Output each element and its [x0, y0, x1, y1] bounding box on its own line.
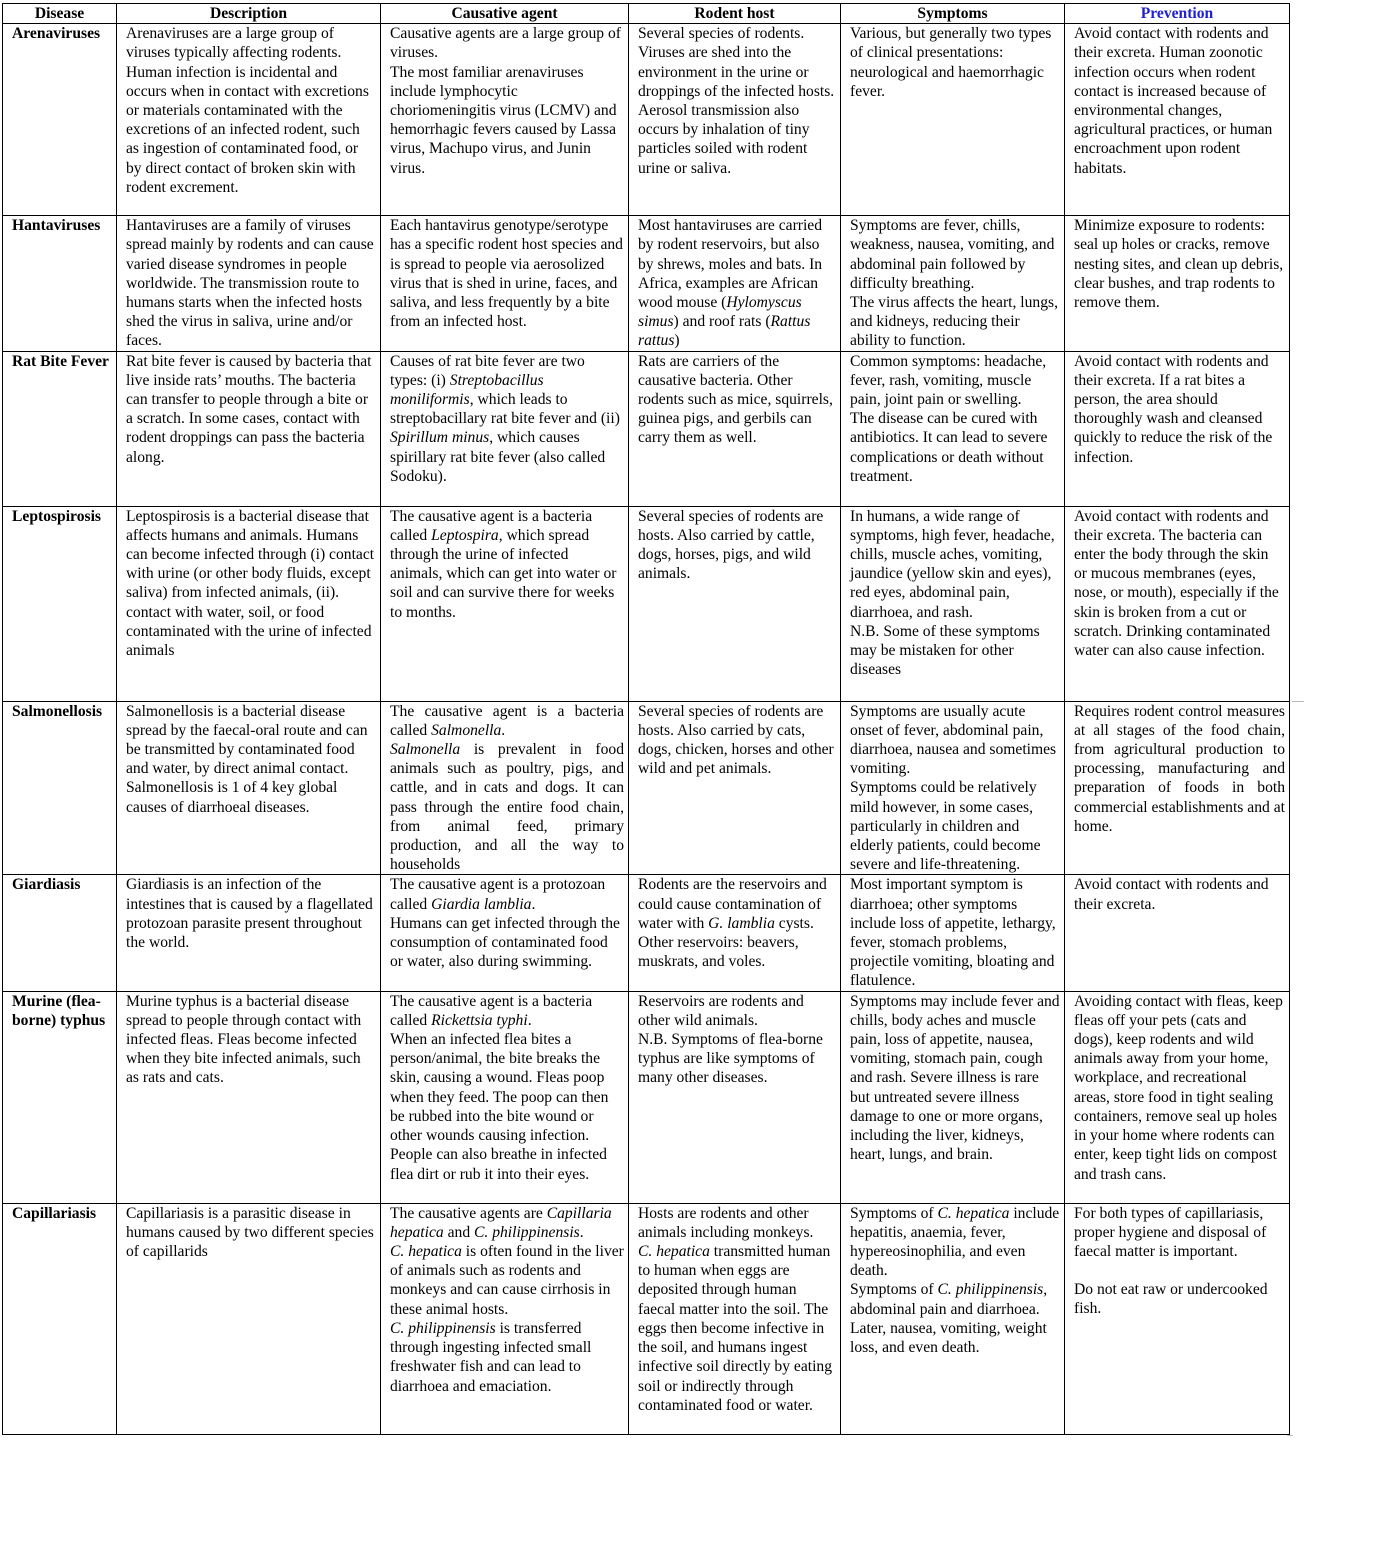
species-name: Hylomyscus simus — [638, 294, 802, 331]
host-cell: Several species of rodents are hosts. Also carried by cattle, dogs, horses, pigs, and wild animals. — [629, 506, 841, 701]
disease-name: Arenaviruses — [3, 24, 117, 216]
header-row — [3, 4, 1290, 24]
prevention-cell: Avoid contact with rodents and their excreta. — [1065, 875, 1290, 991]
host-text: Reservoirs are rodents and other wild animals. — [638, 992, 804, 1029]
agent-text: , which spread through the urine of infected animals, which can get into water or soil and can survive there for weeks to months. — [390, 526, 617, 621]
symptoms-cell — [841, 506, 1065, 701]
species-name: Giardia lamblia — [431, 895, 532, 913]
host-cell — [629, 216, 841, 351]
header-prevention: Prevention — [1065, 4, 1290, 24]
agent-cell: Each hantavirus genotype/serotype has a specific rodent host species and is spread to people via aerosolized virus that is shed in urine, faces, and saliva, and less frequently by a bite from an infected host. — [381, 216, 629, 351]
description-cell: Hantaviruses are a family of viruses spread mainly by rodents and can cause varied disease syndromes in people worldwide. The transmission route to humans starts when the infected hosts shed the virus in saliva, urine and/or faces. — [117, 216, 381, 351]
symptoms-text: In humans, a wide range of symptoms, high fever, headache, chills, muscle aches, vomiting, jaundice (yellow skin and eyes), red eyes, abdominal pain, diarrhoea, and rash. — [850, 507, 1055, 621]
symptoms-text: , abdominal pain and diarrhoea. Later, nausea, vomiting, weight loss, and even death. — [850, 1281, 1048, 1357]
agent-text: Causes of rat bite fever are two types: (i) — [390, 352, 585, 389]
host-text: transmitted human to human when eggs are deposited through human faecal matter into the soil. The eggs then become infective in the soil, and humans ingest infective soil directly by eating soil or indirectly through contaminated food or water. — [638, 1243, 832, 1414]
species-name: C. hepatica — [638, 1243, 710, 1261]
agent-text: The causative agents are — [390, 1204, 547, 1222]
agent-text: Causative agents are a large group of viruses. — [390, 25, 621, 62]
agent-text: . — [579, 1223, 584, 1241]
species-name: Streptobacillus moniliformis — [390, 371, 544, 409]
table-row — [3, 701, 1290, 875]
agent-text: , which causes spirillary rat bite fever (also called Sodoku). — [390, 429, 606, 485]
symptoms-text: Common symptoms: headache, fever, rash, vomiting, muscle pain, joint pain or swelling. — [850, 352, 1047, 409]
table-row — [3, 351, 1290, 506]
description-text: Salmonellosis is 1 of 4 key global causes of diarrhoeal diseases. — [126, 779, 338, 816]
agent-cell — [381, 24, 629, 216]
symptoms-text: The disease can be cured with antibiotics. It can lead to severe complications or death without treatment. — [850, 410, 1048, 485]
prevention-cell: Avoid contact with rodents and their excreta. If a rat bites a person, the area should thoroughly wash and cleansed quickly to reduce the risk of the infection. — [1065, 351, 1290, 506]
host-text: Rodents are the reservoirs and could cause contamination of water with — [638, 876, 827, 932]
agent-text: The causative agent is a bacteria called — [390, 702, 624, 739]
header-rodent-host: Rodent host — [629, 4, 841, 24]
symptoms-cell: Various, but generally two types of clinical presentations: neurological and haemorrhagic fever. — [841, 24, 1065, 216]
agent-text: The most familiar arenaviruses include lymphocytic choriomeningitis virus (LCMV) and hemorrhagic fevers caused by Lassa virus, Machupo virus, and Junin virus. — [390, 63, 617, 177]
host-text: ) and roof rats ( — [673, 313, 771, 331]
symptoms-text: Symptoms could be relatively mild however, in some cases, particularly in children and elderly patients, could become severe and life-threatening. — [850, 779, 1041, 874]
agent-text: When an infected flea bites a person/animal, the bite breaks the skin, causing a wound. Fleas poop when they feed. The poop can then be rubbed into the bite wound or other wounds causing infection. People can also breathe in infected flea dirt or rub it into their eyes. — [390, 1031, 609, 1183]
species-name: Salmonella — [431, 721, 502, 739]
species-name: Rickettsia typhi — [431, 1011, 528, 1029]
host-cell: Several species of rodents. Viruses are shed into the environment in the urine or droppings of the infected hosts. Aerosol transmission also occurs by inhalation of tiny particles soiled with rodent urine or saliva. — [629, 24, 841, 216]
table-resize-marker — [1292, 701, 1304, 702]
agent-text: and — [443, 1223, 475, 1241]
disease-name: Rat Bite Fever — [3, 351, 117, 506]
agent-text: is transferred through ingesting infected small freshwater fish and can lead to diarrhoea and emaciation. — [390, 1319, 592, 1395]
description-cell: Leptospirosis is a bacterial disease that affects humans and animals. Humans can become infected through (i) contact with urine (or other body fluids, except saliva) from infected animals, (ii). contact with water, soil, or food contaminated with the urine of infected animals — [117, 506, 381, 701]
agent-text: . — [531, 895, 536, 913]
symptoms-text: Symptoms of — [850, 1281, 938, 1299]
symptoms-text: Symptoms are fever, chills, weakness, nausea, vomiting, and abdominal pain followed by difficulty breathing. — [850, 217, 1055, 292]
symptoms-text: include hepatitis, anaemia, fever, hypereosinophilia, and even death. — [850, 1204, 1060, 1280]
species-name: Rattus rattus — [638, 313, 811, 350]
description-text: Salmonellosis is a bacterial disease spread by the faecal-oral route and can be transmitted by contaminated food and water, by direct animal contact. — [126, 702, 368, 778]
disease-name: Capillariasis — [3, 1203, 117, 1434]
disease-name: Murine (flea-borne) typhus — [3, 991, 117, 1203]
symptoms-cell — [841, 351, 1065, 506]
table-row — [3, 991, 1290, 1203]
species-name: Salmonella — [390, 741, 461, 759]
agent-cell — [381, 701, 629, 875]
host-cell — [629, 1203, 841, 1434]
symptoms-text: N.B. Some of these symptoms may be mistaken for other diseases — [850, 622, 1040, 679]
symptoms-text: Symptoms are usually acute onset of fever, abdominal pain, diarrhoea, nausea and sometimes vomiting. — [850, 702, 1057, 778]
agent-text: is often found in the liver of animals such as rodents and monkeys and can cause cirrhosis in these animal hosts. — [390, 1243, 624, 1318]
table-row — [3, 875, 1290, 991]
prevention-cell: Avoid contact with rodents and their excreta. The bacteria can enter the body through the skin or mucous membranes (eyes, nose, or mouth), especially if the skin is broken from a cut or scratch. Drinking contaminated water can also cause infection. — [1065, 506, 1290, 701]
description-cell: Rat bite fever is caused by bacteria that live inside rats’ mouths. The bacteria can transfer to people through a bite or a scratch. In some cases, contact with rodent droppings can pass the bacteria along. — [117, 351, 381, 506]
host-text: N.B. Symptoms of flea-borne typhus are like symptoms of many other diseases. — [638, 1031, 823, 1087]
host-text: Other reservoirs: beavers, muskrats, and voles. — [638, 934, 799, 971]
agent-text: is prevalent in food animals such as poultry, pigs, and cattle, and in cats and dogs. It can pass through the entire food chain, from animal feed, primary production, and all the way to households — [390, 741, 624, 874]
header-disease: Disease — [3, 4, 117, 24]
disease-table — [2, 3, 1290, 1435]
table-row — [3, 216, 1290, 351]
prevention-text: Do not eat raw or undercooked fish. — [1074, 1281, 1268, 1318]
host-cell — [629, 875, 841, 991]
prevention-text: For both types of capillariasis, proper hygiene and disposal of faecal matter is important. — [1074, 1204, 1267, 1261]
disease-name: Hantaviruses — [3, 216, 117, 351]
prevention-cell: Minimize exposure to rodents: seal up holes or cracks, remove nesting sites, and clean up debris, clear bushes, and trap rodents to remove them. — [1065, 216, 1290, 351]
host-cell — [629, 991, 841, 1203]
species-name: Leptospira — [431, 526, 499, 544]
species-name: Spirillum minus — [390, 429, 490, 447]
agent-cell — [381, 875, 629, 991]
agent-cell — [381, 506, 629, 701]
species-name: C. hepatica — [390, 1243, 462, 1261]
symptoms-cell — [841, 701, 1065, 875]
symptoms-text: Symptoms of — [850, 1204, 938, 1222]
agent-cell — [381, 991, 629, 1203]
symptoms-text: The virus affects the heart, lungs, and kidneys, reducing their ability to function. — [850, 294, 1058, 350]
description-cell: Capillariasis is a parasitic disease in humans caused by two different species of capillarids — [117, 1203, 381, 1434]
agent-text: The causative agent is a protozoan called — [390, 876, 606, 913]
description-cell — [117, 701, 381, 875]
species-name: C. philippinensis — [390, 1319, 496, 1337]
host-text: ) — [674, 332, 680, 350]
symptoms-cell — [841, 1203, 1065, 1434]
agent-text: The causative agent is a bacteria called — [390, 992, 593, 1029]
prevention-cell: Requires rodent control measures at all stages of the food chain, from agricultural production to processing, manufacturing and preparation of foods in both commercial establishments and at home. — [1065, 701, 1290, 875]
header-symptoms: Symptoms — [841, 4, 1065, 24]
agent-text: . — [501, 721, 506, 739]
table-end-marker — [1287, 1435, 1293, 1436]
description-cell: Arenaviruses are a large group of viruses typically affecting rodents. Human infection is incidental and occurs when in contact with excretions or materials contaminated with the excretions of an infected rodent, such as ingestion of contaminated food, or by direct contact of broken skin with rodent excrement. — [117, 24, 381, 216]
agent-cell — [381, 1203, 629, 1434]
header-causative-agent: Causative agent — [381, 4, 629, 24]
disease-name: Giardiasis — [3, 875, 117, 991]
description-cell: Murine typhus is a bacterial disease spread to people through contact with infected fleas. Fleas become infected when they bite infected animals, such as rats and cats. — [117, 991, 381, 1203]
species-name: C. hepatica — [937, 1204, 1010, 1222]
prevention-cell: Avoid contact with rodents and their excreta. Human zoonotic infection occurs when rodent contact is increased because of environmental changes, agricultural practices, or human encroachment upon rodent habitats. — [1065, 24, 1290, 216]
symptoms-cell: Most important symptom is diarrhoea; other symptoms include loss of appetite, lethargy, fever, stomach problems, projectile vomiting, bloating and flatulence. — [841, 875, 1065, 991]
agent-cell — [381, 351, 629, 506]
table-row — [3, 24, 1290, 216]
species-name: C. philippinensis — [474, 1223, 580, 1241]
table-row — [3, 1203, 1290, 1434]
host-cell: Rats are carriers of the causative bacteria. Other rodents such as mice, squirrels, guinea pigs, and gerbils can carry them as well. — [629, 351, 841, 506]
agent-text: , which leads to streptobacillary rat bite fever and (ii) — [390, 391, 620, 428]
host-text: Hosts are rodents and other animals including monkeys. — [638, 1204, 814, 1241]
symptoms-cell: Symptoms may include fever and chills, body aches and muscle pain, loss of appetite, nausea, vomiting, stomach pain, cough and rash. Severe illness is rare but untreated severe illness damage to one or more organs, including the liver, kidneys, heart, lungs, and brain. — [841, 991, 1065, 1203]
prevention-cell — [1065, 1203, 1290, 1434]
host-text: cysts. — [774, 914, 814, 932]
host-text: Most hantaviruses are carried by rodent reservoirs, but also by shrews, moles and bats. In Africa, examples are African wood mouse ( — [638, 217, 823, 312]
agent-text: Humans can get infected through the consumption of contaminated food or water, also during swimming. — [390, 914, 620, 971]
symptoms-cell — [841, 216, 1065, 351]
table-row — [3, 506, 1290, 701]
host-cell: Several species of rodents are hosts. Also carried by cats, dogs, chicken, horses and other wild and pet animals. — [629, 701, 841, 875]
species-name: G. lamblia — [708, 914, 775, 932]
disease-name: Salmonellosis — [3, 701, 117, 875]
prevention-cell: Avoiding contact with fleas, keep fleas off your pets (cats and dogs), keep rodents and wild animals away from your home, workplace, and recreational areas, store food in tight sealing containers, remove seal up holes in your home where rodents can enter, keep tight lids on compost and trash cans. — [1065, 991, 1290, 1203]
agent-text: The causative agent is a bacteria called — [390, 507, 593, 544]
agent-text: . — [527, 1011, 532, 1029]
species-name: Capillaria hepatica — [390, 1204, 612, 1241]
header-description: Description — [117, 4, 381, 24]
species-name: C. philippinensis — [937, 1281, 1044, 1299]
disease-name: Leptospirosis — [3, 506, 117, 701]
description-cell: Giardiasis is an infection of the intestines that is caused by a flagellated protozoan parasite present throughout the world. — [117, 875, 381, 991]
